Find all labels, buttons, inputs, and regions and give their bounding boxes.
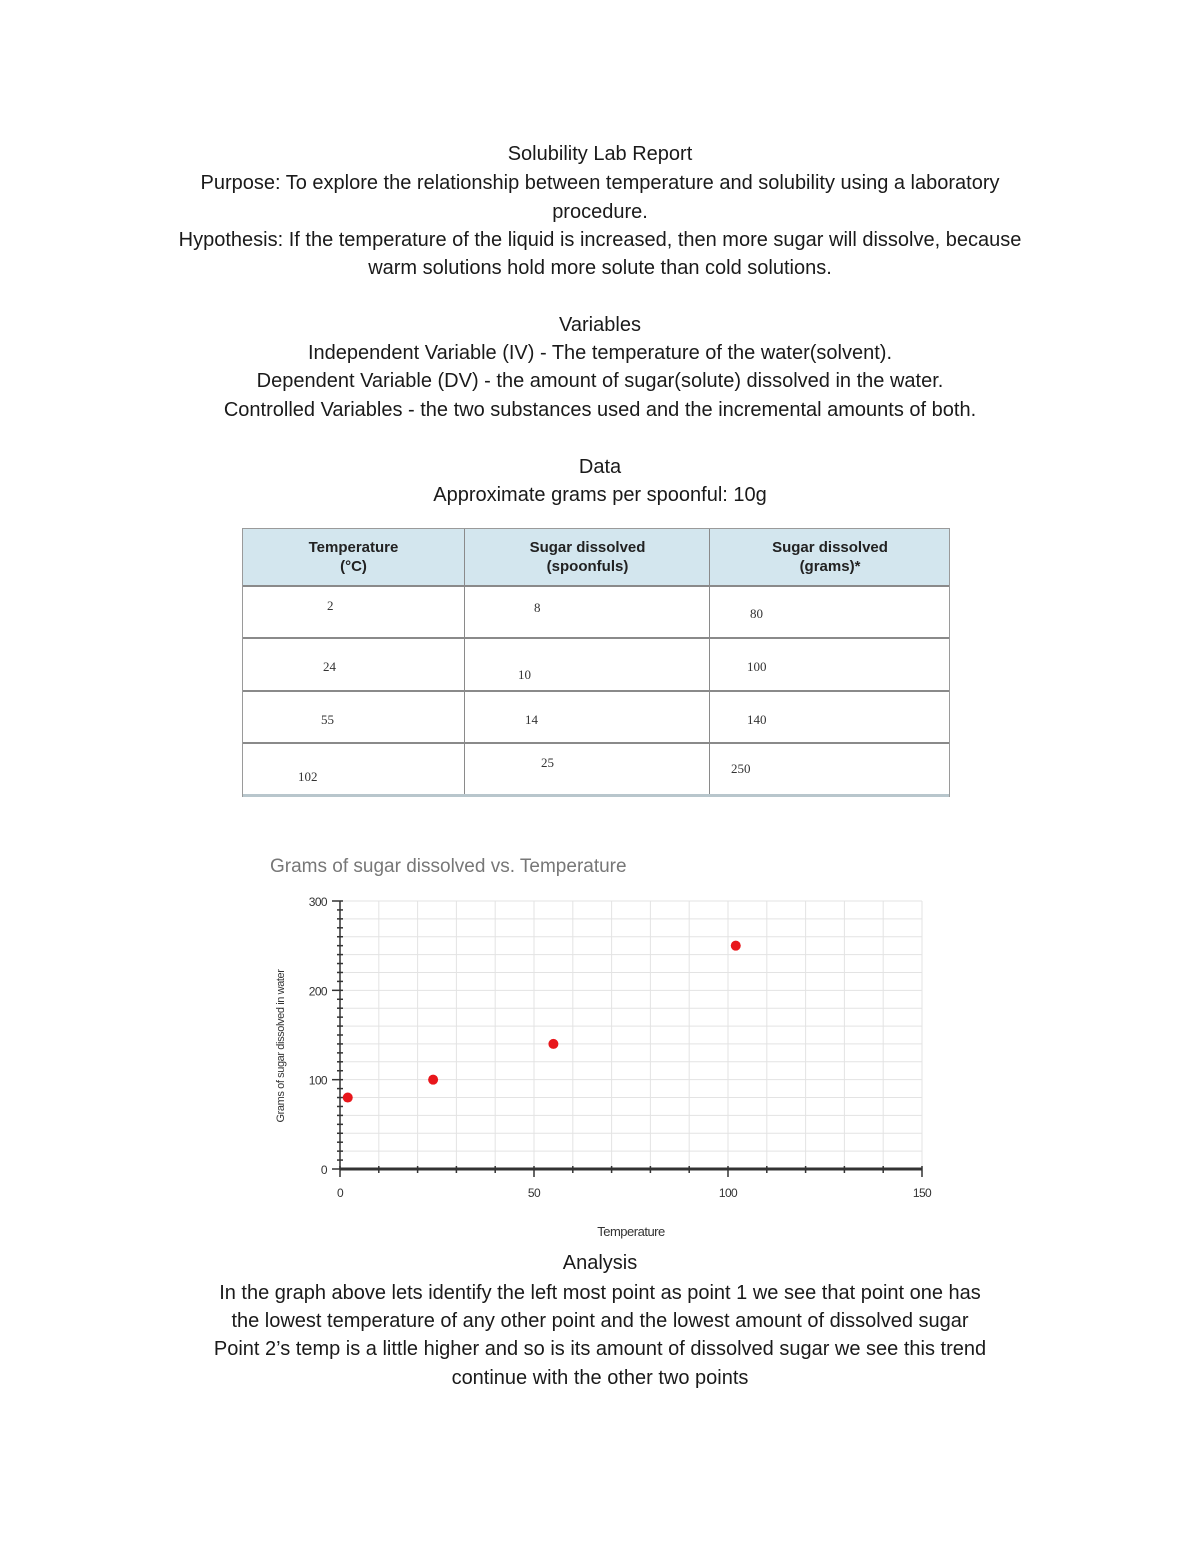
header-grams-line2: (grams)*: [799, 558, 861, 575]
header-grams-line1: Sugar dissolved: [772, 539, 888, 556]
y-tick-label: 300: [308, 895, 327, 909]
purpose-line-1: Purpose: To explore the relationship between temperature and solubility using a laboratory: [200, 172, 1000, 194]
table-cell: 25: [541, 755, 554, 770]
y-tick-label: 0: [320, 1163, 327, 1177]
table-cell: 55: [321, 712, 334, 727]
table-cell: 250: [731, 761, 751, 776]
header-spoonfuls-line1: Sugar dissolved: [529, 539, 646, 556]
analysis-line-2: the lowest temperature of any other point and the lowest amount of dissolved sugar: [231, 1310, 969, 1332]
table-cell: 24: [323, 659, 336, 674]
y-axis-label: Grams of sugar dissolved in water: [275, 969, 287, 1123]
table-cell: 10: [518, 667, 531, 682]
x-tick-label: 100: [718, 1186, 738, 1200]
variables-heading: Variables: [559, 314, 641, 336]
data-point: [731, 941, 741, 951]
data-point: [343, 1093, 353, 1103]
analysis-line-3: Point 2’s temp is a little higher and so is its amount of dissolved sugar we see this trend: [213, 1338, 987, 1360]
x-tick-label: 50: [527, 1186, 541, 1200]
header-temperature-line2: (°C): [340, 558, 367, 575]
chart-points: [343, 941, 741, 1103]
chart-ticks: [309, 895, 932, 1200]
table-cell: 2: [327, 598, 334, 613]
data-heading: Data: [578, 456, 622, 478]
table-cell: 14: [525, 712, 538, 727]
chart-grid: [340, 901, 922, 1169]
x-tick-label: 150: [912, 1186, 932, 1200]
report-title: Solubility Lab Report: [507, 143, 693, 165]
independent-variable: Independent Variable (IV) - The temperature of the water(solvent).: [307, 342, 892, 364]
analysis-heading: Analysis: [562, 1252, 638, 1274]
dependent-variable: Dependent Variable (DV) - the amount of sugar(solute) dissolved in the water.: [256, 370, 944, 392]
analysis-line-1: In the graph above lets identify the left most point as point 1 we see that point one has: [219, 1282, 981, 1304]
header-temperature-line1: Temperature: [308, 539, 399, 556]
y-tick-label: 100: [308, 1073, 327, 1088]
y-tick-label: 200: [308, 984, 327, 999]
table-cell: 102: [298, 769, 318, 784]
table-cell: 8: [534, 600, 541, 615]
header-spoonfuls-line2: (spoonfuls): [546, 558, 629, 575]
controlled-variables: Controlled Variables - the two substances used and the incremental amounts of both.: [223, 399, 977, 421]
analysis-line-4: continue with the other two points: [451, 1367, 749, 1389]
x-axis-label: Temperature: [597, 1224, 665, 1239]
purpose-line-2: procedure.: [552, 201, 648, 223]
chart-title: Grams of sugar dissolved vs. Temperature: [270, 856, 627, 877]
data-point: [428, 1075, 438, 1085]
table-cell: 140: [747, 712, 767, 727]
chart-axes: [340, 901, 922, 1169]
hypothesis-line-1: Hypothesis: If the temperature of the liquid is increased, then more sugar will dissolve, because: [178, 229, 1022, 251]
grams-per-spoonful: Approximate grams per spoonful: 10g: [433, 484, 767, 506]
x-tick-label: 0: [336, 1186, 344, 1200]
table-cell: 100: [747, 659, 767, 674]
table-cell: 80: [750, 606, 763, 621]
data-point: [548, 1039, 558, 1049]
hypothesis-line-2: warm solutions hold more solute than cold solutions.: [368, 257, 832, 279]
